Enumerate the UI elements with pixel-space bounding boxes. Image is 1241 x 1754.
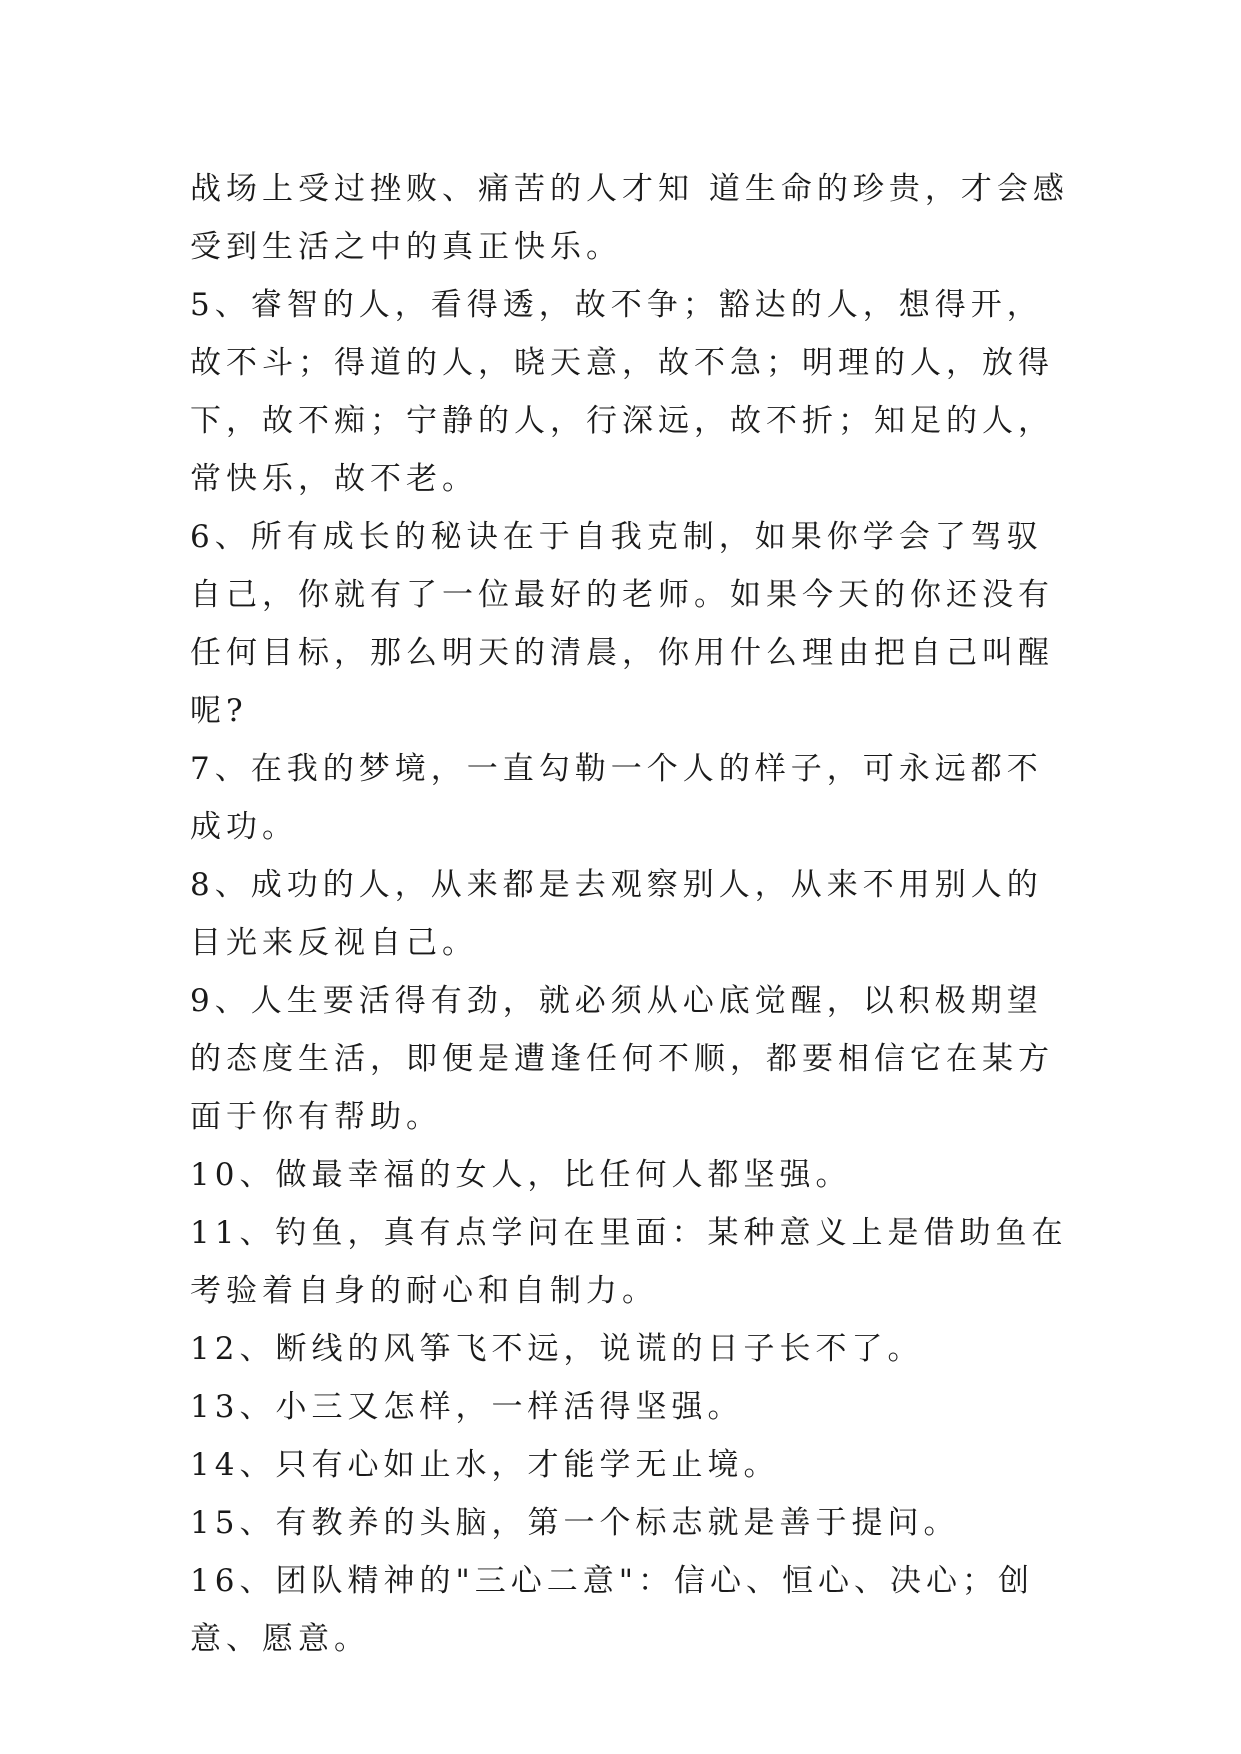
paragraph-10: 13、小三又怎样，一样活得坚强。 [190,1389,744,1425]
paragraph-5: 8、成功的人，从来都是去观察别人，从来不用别人的目光来反视自己。 [190,867,1043,961]
paragraph-1: 战场上受过挫败、痛苦的人才知 道生命的珍贵，才会感受到生活之中的真正快乐。 [190,171,1069,265]
paragraph-11: 14、只有心如止水，才能学无止境。 [190,1447,780,1483]
paragraph-2: 5、睿智的人，看得透，故不争；豁达的人，想得开，故不斗；得道的人，晓天意，故不急；明理的人，放得下，故不痴；宁静的人，行深远，故不折；知足的人，常快乐，故不老。 [190,287,1054,497]
paragraph-12: 15、有教养的头脑，第一个标志就是善于提问。 [190,1505,960,1541]
paragraph-4: 7、在我的梦境，一直勾勒一个人的样子，可永远都不成功。 [190,751,1043,845]
paragraph-9: 12、断线的风筝飞不远，说谎的日子长不了。 [190,1331,924,1367]
paragraph-6: 9、人生要活得有劲，就必须从心底觉醒，以积极期望的态度生活，即便是遭逢任何不顺，都要相信它在某方面于你有帮助。 [190,983,1054,1135]
paragraph-7: 10、做最幸福的女人，比任何人都坚强。 [190,1157,852,1193]
document-body [190,160,1070,1668]
paragraph-8: 11、钓鱼，真有点学问在里面：某种意义上是借助鱼在考验着自身的耐心和自制力。 [190,1215,1068,1309]
paragraph-13: 16、团队精神的"三心二意"：信心、恒心、决心；创意、愿意。 [190,1563,1034,1657]
paragraph-3: 6、所有成长的秘诀在于自我克制，如果你学会了驾驭自己，你就有了一位最好的老师。如果今天的你还没有任何目标，那么明天的清晨，你用什么理由把自己叫醒呢? [190,519,1054,729]
